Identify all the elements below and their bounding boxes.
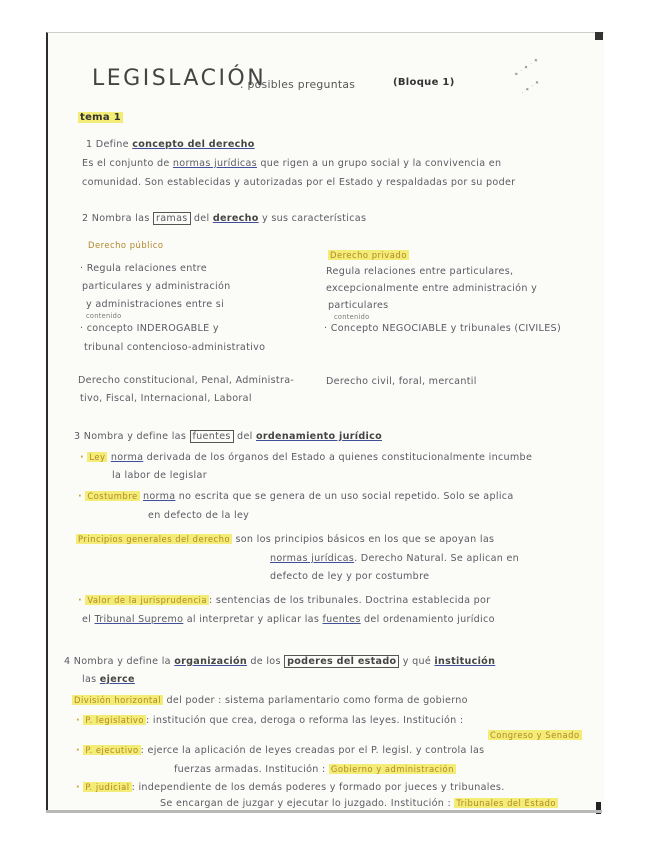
ejec-inst: Gobierno y administración — [330, 764, 454, 774]
ley-label: Ley — [89, 452, 106, 462]
valor-line2-c: del ordenamiento jurídico — [360, 614, 495, 625]
q1-line1-b: que rigen a un grupo social y la convivencia en — [256, 158, 502, 169]
principios-line2 — [270, 553, 519, 564]
q3-title-bold: ordenamiento jurídico — [255, 431, 382, 442]
privado-line5: Derecho civil, foral, mercantil — [326, 376, 477, 387]
legis-inst-text: Congreso y Senado — [490, 730, 580, 740]
valor-tribunal-supremo: Tribunal Supremo — [94, 614, 184, 625]
valor-line2-a: el — [82, 614, 95, 625]
publico-line2: particulares y administración — [82, 281, 231, 292]
jud-line1-text: : independiente de los demás poderes y formado por jueces y tribunales. — [131, 782, 505, 793]
tema-text: tema 1 — [80, 112, 121, 123]
ejec-line1: · P. ejecutivo : ejerce la aplicación de leyes creadas por el P. legisl. y controla las — [76, 745, 485, 756]
q4-title-l2: las — [82, 674, 100, 685]
q1-line1 — [82, 158, 501, 169]
q1-title-concept: concepto del derecho — [132, 139, 255, 150]
ejec-label: P. ejecutivo — [85, 745, 139, 755]
costumbre-line2: en defecto de la ley — [148, 510, 250, 521]
legis-line: · P. legislativo : institución que crea, deroga o reforma las leyes. Institución : — [76, 715, 464, 726]
ley-line1: · Ley norma derivada de los órganos del Estado a quienes constitucionalmente incumbe — [80, 452, 533, 463]
publico-line1: · Regula relaciones entre — [80, 263, 207, 274]
legis-text: : institución que crea, deroga o reforma las leyes. Institución : — [146, 715, 464, 726]
scribble-decoration-2: · ✦ · ✦ — [519, 78, 542, 97]
bloque-label: (Bloque 1) — [393, 77, 455, 88]
principios-line3: defecto de ley y por costumbre — [270, 571, 430, 582]
q4-title-ejerce: ejerce — [99, 674, 135, 685]
publico-line7: tivo, Fiscal, Internacional, Laboral — [80, 393, 252, 404]
legis-institucion — [488, 730, 582, 740]
q4-title-boxed: poderes del estado — [284, 655, 399, 668]
q2-title — [82, 213, 366, 224]
jud-label: P. judicial — [85, 782, 130, 792]
costumbre-norma: norma — [143, 491, 176, 502]
q1-line2: comunidad. Son establecidas y autorizadas por el Estado y respaldadas por su poder — [82, 177, 516, 188]
q2-title-bold: derecho — [212, 213, 259, 224]
valor-line2-b: al interpretar y aplicar las — [183, 614, 323, 625]
q4-title — [64, 656, 495, 667]
q2-title-mid: del — [190, 213, 213, 224]
q4-title-post: y qué — [399, 656, 435, 667]
publico-line6: Derecho constitucional, Penal, Administra- — [78, 375, 295, 386]
valor-fuentes: fuentes — [322, 614, 361, 625]
q4-title-pre: 4 Nombra y define la — [64, 656, 175, 667]
q4-title-mid: de los — [247, 656, 285, 667]
tema-label — [78, 112, 123, 123]
privado-small: contenido — [334, 313, 370, 321]
q4-title-line2 — [82, 674, 135, 685]
q2-title-pre: 2 Nombra las — [82, 213, 153, 224]
q1-title — [86, 139, 255, 150]
jud-line2 — [160, 798, 558, 809]
valor-label: Valor de la jurisprudencia — [87, 595, 208, 605]
valor-line1-text: : sentencias de los tribunales. Doctrina establecida por — [209, 595, 491, 606]
publico-line4: · concepto INDEROGABLE y — [80, 323, 219, 334]
q3-title-mid: del — [233, 431, 256, 442]
division-text: del poder : sistema parlamentario como forma de gobierno — [163, 695, 468, 706]
scribble-decoration: ✦ · ✦ · ✦ — [512, 56, 541, 79]
privado-line1: Regula relaciones entre particulares, — [326, 266, 514, 277]
privado-line4: · Concepto NEGOCIABLE y tribunales (CIVILES) — [324, 323, 561, 334]
q1-line1-underlined: normas jurídicas — [172, 158, 257, 169]
page-bottom-edge — [46, 810, 602, 813]
q4-title-organizacion: organización — [174, 656, 248, 667]
jud-inst: Tribunales del Estado — [456, 798, 557, 808]
publico-heading: Derecho público — [88, 240, 164, 250]
q3-title-boxed: fuentes — [190, 430, 234, 443]
page-title: LEGISLACIÓN — [92, 66, 267, 91]
legis-label: P. legislativo — [85, 715, 145, 725]
privado-line3: particulares — [328, 300, 389, 311]
ley-line1-text: derivada de los órganos del Estado a quienes constitucionalmente incumbe — [143, 452, 533, 463]
principios-label: Principios generales del derecho — [78, 534, 231, 544]
ejec-line2-text: fuerzas armadas. Institución : — [174, 764, 329, 775]
valor-line1: · Valor de la jurisprudencia : sentencias de los tribunales. Doctrina establecida por — [78, 595, 491, 606]
jud-line1: · P. judicial : independiente de los demás poderes y formado por jueces y tribunales. — [76, 782, 505, 793]
costumbre-label: Costumbre — [87, 491, 138, 501]
principios-line1-text: son los principios básicos en los que se apoyan las — [235, 534, 495, 545]
q3-title-pre: 3 Nombra y define las — [74, 431, 190, 442]
division-label: División horizontal — [74, 695, 162, 705]
q1-line1-a: Es el conjunto de — [82, 158, 173, 169]
valor-line2 — [82, 614, 495, 625]
binder-clip-mark — [595, 32, 603, 40]
principios-line2-text: . Derecho Natural. Se aplican en — [354, 553, 520, 564]
q3-title — [74, 431, 382, 442]
privado-heading-text: Derecho privado — [330, 250, 407, 260]
q4-title-institucion: institución — [434, 656, 496, 667]
ejec-line2 — [174, 764, 456, 775]
privado-line2: excepcionalmente entre administración y — [326, 283, 538, 294]
q1-title-pre: 1 Define — [86, 139, 133, 150]
principios-line1 — [76, 534, 494, 545]
ejec-line1-text: : ejerce la aplicación de leyes creadas por el P. legisl. y controla las — [140, 745, 485, 756]
jud-line2-text: Se encargan de juzgar y ejecutar lo juzgado. Institución : — [160, 798, 455, 809]
publico-line3: y administraciones entre si — [86, 299, 225, 310]
division-line — [72, 695, 468, 706]
page-subtitle: . posibles preguntas — [240, 78, 356, 91]
costumbre-line1: · Costumbre norma no escrita que se genera de un uso social repetido. Solo se aplica — [78, 491, 514, 502]
ley-line2: la labor de legislar — [112, 470, 207, 481]
principios-normas: normas jurídicas — [270, 553, 355, 564]
ley-norma: norma — [110, 452, 144, 463]
costumbre-line1-text: no escrita que se genera de un uso social repetido. Solo se aplica — [175, 491, 514, 502]
publico-line5: tribunal contencioso-administrativo — [84, 342, 266, 353]
q2-title-post: y sus características — [258, 213, 367, 224]
privado-heading — [328, 250, 409, 260]
q2-title-boxed: ramas — [153, 212, 191, 225]
publico-small: contenido — [86, 312, 122, 320]
